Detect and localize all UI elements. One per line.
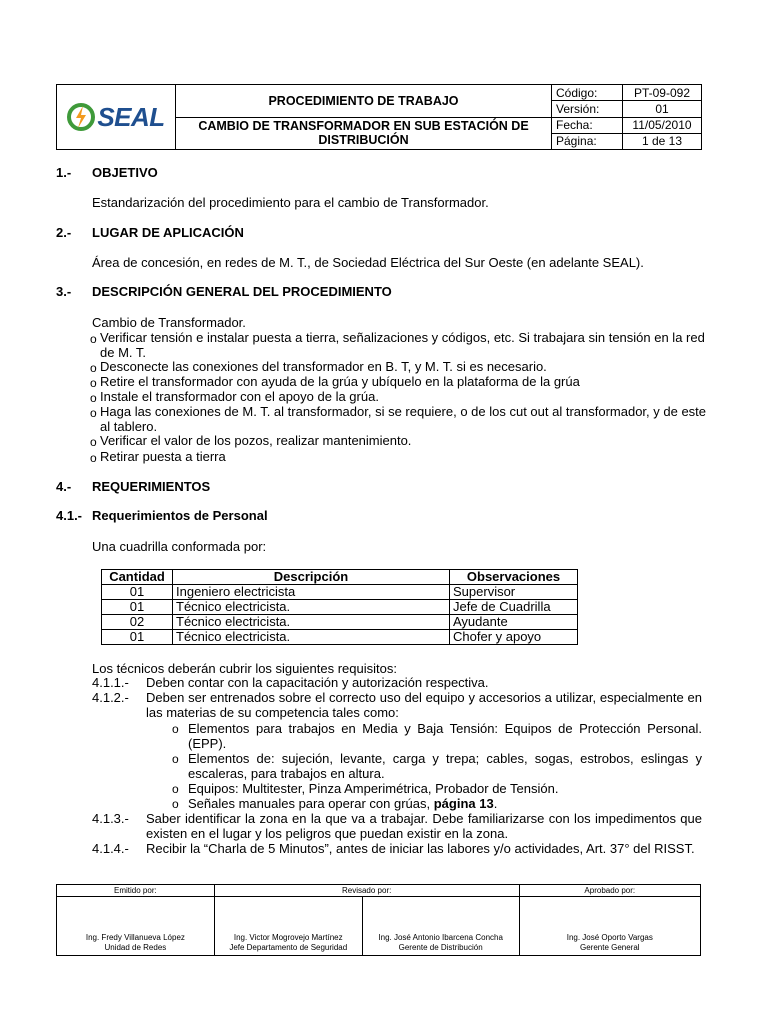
logo-cell bbox=[57, 85, 176, 150]
list-item-text: Instale el transformador con el apoyo de la grúa. bbox=[100, 389, 379, 404]
table-cell: 01 bbox=[102, 585, 173, 600]
signer-role: Gerente General bbox=[579, 943, 640, 952]
table-cell: 01 bbox=[102, 630, 173, 645]
section-title: Requerimientos de Personal bbox=[92, 508, 268, 523]
bullet-icon: o bbox=[90, 435, 97, 449]
field-value-fecha: 11/05/2010 bbox=[623, 117, 702, 133]
section-title: OBJETIVO bbox=[92, 165, 158, 180]
emitido-label: Emitido por: bbox=[57, 885, 215, 897]
table-row bbox=[102, 615, 578, 630]
signer-cell bbox=[57, 897, 215, 956]
signer-role: Jefe Departamento de Seguridad bbox=[229, 943, 348, 952]
bullet-icon: o bbox=[90, 451, 97, 465]
footer-header-row bbox=[57, 885, 701, 897]
bullet-icon: o bbox=[90, 391, 97, 405]
sub-item-plain: Señales manuales para operar con grúas, bbox=[188, 796, 434, 811]
table-cell: Técnico electricista. bbox=[173, 600, 450, 615]
requisite-text: Recibir la “Charla de 5 Minutos”, antes de iniciar las labores y/o actividades, Art. 37° del RISST. bbox=[146, 841, 695, 856]
company-logo bbox=[61, 102, 171, 133]
requisite-number: 4.1.2.- bbox=[92, 690, 129, 705]
sub-item-text bbox=[188, 797, 702, 812]
requisite-4-1-3 bbox=[92, 812, 702, 842]
requisite-4-1-4 bbox=[92, 842, 702, 872]
requisite-text: Deben contar con la capacitación y autorización respectiva. bbox=[146, 675, 489, 690]
list-item-text: Verificar tensión e instalar puesta a tierra, señalizaciones y códigos, etc. Si trabajara sin tensión en la red de M. T. bbox=[100, 330, 705, 360]
table-cell: 02 bbox=[102, 615, 173, 630]
personnel-table bbox=[101, 569, 578, 645]
signer-cell bbox=[362, 897, 519, 956]
list-item-text: Retirar puesta a tierra bbox=[100, 449, 226, 464]
table-cell: Ingeniero electricista bbox=[173, 585, 450, 600]
field-value-codigo: PT-09-092 bbox=[623, 85, 702, 101]
table-cell: Supervisor bbox=[450, 585, 578, 600]
field-label-fecha: Fecha: bbox=[552, 117, 623, 133]
section-3-intro: Cambio de Transformador. bbox=[92, 315, 246, 330]
section-1-body: Estandarización del procedimiento para el cambio de Transformador. bbox=[92, 195, 489, 210]
requisite-number: 4.1.3.- bbox=[92, 811, 129, 826]
section-number: 2.- bbox=[56, 225, 72, 240]
signer-name: Ing. José Oporto Vargas bbox=[566, 933, 653, 942]
section-number: 4.1.- bbox=[56, 508, 83, 523]
field-label-pagina: Página: bbox=[552, 133, 623, 149]
aprobado-label: Aprobado por: bbox=[519, 885, 700, 897]
bullet-icon: o bbox=[90, 376, 97, 390]
table-cell: 01 bbox=[102, 600, 173, 615]
sub-item-end: . bbox=[493, 796, 498, 811]
field-label-version: Versión: bbox=[552, 101, 623, 117]
section-title: DESCRIPCIÓN GENERAL DEL PROCEDIMIENTO bbox=[92, 284, 392, 299]
column-header: Cantidad bbox=[102, 570, 173, 585]
field-label-codigo: Código: bbox=[552, 85, 623, 101]
doc-title: CAMBIO DE TRANSFORMADOR EN SUB ESTACIÓN DE DISTRIBUCIÓN bbox=[176, 117, 552, 150]
signer-cell bbox=[519, 897, 700, 956]
requisite-text: Deben ser entrenados sobre el correcto uso del equipo y accesorios a utilizar, especialmente en las materias de su competencia tales como: bbox=[146, 690, 702, 720]
signer-name: Ing. José Antonio Ibarcena Concha bbox=[378, 933, 503, 942]
table-header-row bbox=[102, 570, 578, 585]
sub-item-text: Elementos de: sujeción, levante, carga y trepa; cables, sogas, estrobos, eslingas y escaleras, para trabajos en altura. bbox=[188, 751, 702, 781]
column-header: Observaciones bbox=[450, 570, 578, 585]
section-4-1-intro: Una cuadrilla conformada por: bbox=[92, 539, 267, 554]
table-cell: Técnico electricista. bbox=[173, 630, 450, 645]
bullet-icon: o bbox=[172, 722, 179, 736]
document-header bbox=[56, 84, 702, 150]
table-cell: Técnico electricista. bbox=[173, 615, 450, 630]
bullet-icon: o bbox=[90, 332, 97, 346]
requisite-number: 4.1.1.- bbox=[92, 675, 129, 690]
section-number: 4.- bbox=[56, 479, 72, 494]
revisado-label: Revisado por: bbox=[214, 885, 519, 897]
bullet-icon: o bbox=[90, 406, 97, 420]
table-cell: Ayudante bbox=[450, 615, 578, 630]
logo-text: SEAL bbox=[97, 101, 165, 132]
section-number: 3.- bbox=[56, 284, 72, 299]
table-cell: Jefe de Cuadrilla bbox=[450, 600, 578, 615]
sub-item-text: Equipos: Multitester, Pinza Amperimétrica, Probador de Tensión. bbox=[188, 781, 559, 796]
requisite-4-1-2 bbox=[92, 691, 702, 721]
table-row bbox=[102, 585, 578, 600]
bullet-icon: o bbox=[172, 752, 179, 766]
page-reference: página 13 bbox=[433, 796, 494, 811]
list-item-text: Desconecte las conexiones del transformador en B. T, y M. T. si es necesario. bbox=[100, 359, 547, 374]
sub-item-text: Elementos para trabajos en Media y Baja Tensión: Equipos de Protección Personal. (EPP). bbox=[188, 721, 702, 751]
signer-role: Unidad de Redes bbox=[104, 943, 167, 952]
list-item-text: Haga las conexiones de M. T. al transformador, si se requiere, o de los cut out al transformador, y de este al tablero. bbox=[100, 404, 707, 434]
section-title: LUGAR DE APLICACIÓN bbox=[92, 225, 244, 240]
signer-cell bbox=[214, 897, 362, 956]
table-row bbox=[102, 600, 578, 615]
signer-role: Gerente de Distribución bbox=[398, 943, 483, 952]
requisite-4-1-1 bbox=[92, 676, 702, 691]
signer-name: Ing. Fredy Villanueva López bbox=[85, 933, 185, 942]
bullet-icon: o bbox=[90, 361, 97, 375]
approval-footer bbox=[56, 884, 701, 956]
list-item-text: Retire el transformador con ayuda de la grúa y ubíquelo en la plataforma de la grúa bbox=[100, 374, 580, 389]
seal-logo-icon bbox=[67, 103, 95, 131]
requisites-intro: Los técnicos deberán cubrir los siguientes requisitos: bbox=[92, 661, 397, 676]
requisite-number: 4.1.4.- bbox=[92, 841, 129, 856]
bullet-icon: o bbox=[172, 782, 179, 796]
table-row bbox=[102, 630, 578, 645]
section-2-body: Área de concesión, en redes de M. T., de Sociedad Eléctrica del Sur Oeste (en adelante SEAL). bbox=[92, 255, 644, 270]
footer-signature-row bbox=[57, 897, 701, 956]
requisite-text: Saber identificar la zona en la que va a trabajar. Debe familiarizarse con los impedimentos que existen en el lugar y los peligros que puedan existir en la zona. bbox=[146, 811, 702, 841]
section-number: 1.- bbox=[56, 165, 72, 180]
column-header: Descripción bbox=[173, 570, 450, 585]
table-cell: Chofer y apoyo bbox=[450, 630, 578, 645]
section-title: REQUERIMIENTOS bbox=[92, 479, 211, 494]
doc-type: PROCEDIMIENTO DE TRABAJO bbox=[176, 85, 552, 118]
field-value-pagina: 1 de 13 bbox=[623, 133, 702, 149]
signer-name: Ing. Victor Mogrovejo Martínez bbox=[233, 933, 343, 942]
list-item-text: Verificar el valor de los pozos, realizar mantenimiento. bbox=[100, 433, 412, 448]
field-value-version: 01 bbox=[623, 101, 702, 117]
bullet-icon: o bbox=[172, 797, 179, 811]
